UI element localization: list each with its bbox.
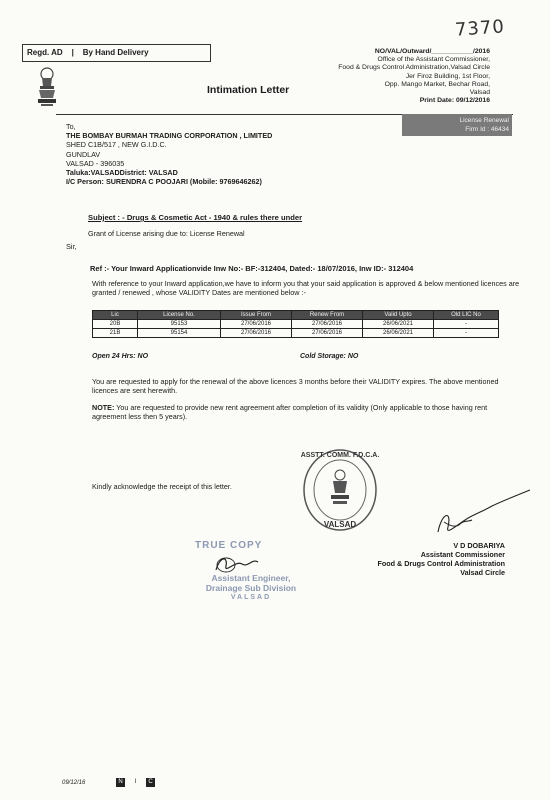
office-line: Valsad: [469, 89, 490, 97]
subject-line: Subject : - Drugs & Cosmetic Act - 1940 & rules there under: [88, 213, 303, 222]
table-cell: 27/06/2016: [221, 329, 292, 338]
table-header-row: [93, 311, 499, 320]
office-seal-icon: [300, 445, 380, 535]
regd-ad-label: Regd. AD: [27, 48, 63, 57]
approval-paragraph: With reference to your Inward application,we have to inform you that your said application is approved & below mentioned licences are granted / renewed , whose VALIDITY Dates are mentioned below :-: [92, 279, 520, 298]
delivery-mode-box: [22, 44, 211, 62]
office-line: Jer Firoz Building, 1st Floor,: [405, 72, 490, 80]
signatory-circle: Valsad Circle: [460, 568, 505, 577]
footer-box: I: [134, 779, 137, 785]
signatory-name: V D DOBARIYA: [453, 541, 505, 550]
table-cell: 27/06/2016: [292, 320, 363, 329]
address-line: VALSAD - 396035: [66, 158, 125, 168]
renewal-paragraph: You are requested to apply for the renewal of the above licences 3 months before their VALIDITY expires. The above mentioned licences are sent herewith.: [92, 377, 499, 396]
table-cell: -: [434, 320, 499, 329]
table-cell: 95154: [138, 329, 221, 338]
table-cell: 27/06/2016: [221, 320, 292, 329]
table-cell: 26/06/2021: [363, 329, 434, 338]
office-line: Food & Drugs Control Administration,Valsad Circle: [338, 64, 490, 72]
stamp-line: Drainage Sub Division: [205, 583, 297, 593]
hand-delivery-label: By Hand Delivery: [82, 48, 149, 57]
table-row: [93, 320, 499, 329]
letter-title: Intimation Letter: [207, 84, 290, 96]
column-header: Lic: [93, 311, 138, 320]
column-header: License No.: [138, 311, 221, 320]
signatory-designation: Assistant Commissioner: [420, 550, 505, 559]
engineer-stamp: [176, 573, 326, 603]
column-header: Issue From: [221, 311, 292, 320]
table-cell: 20B: [93, 320, 138, 329]
salutation: Sir,: [66, 242, 77, 251]
firm-id: Firm Id : 46434: [465, 126, 509, 133]
table-cell: 26/06/2021: [363, 320, 434, 329]
office-line: Office of the Assistant Commissioner,: [377, 56, 490, 64]
taluka-district: Taluka:VALSADDistrict: VALSAD: [66, 168, 178, 178]
address-line: GUNDLAV: [66, 149, 101, 159]
true-copy-stamp: TRUE COPY: [195, 540, 263, 551]
reference-line: Ref :- Your Inward Applicationvide Inw No:- BF:-312404, Dated:- 18/07/2016, Inw ID:- 312404: [90, 264, 414, 273]
table-cell: -: [434, 329, 499, 338]
handwritten-number: 7370: [454, 16, 506, 41]
grant-line: Grant of License arising due to: License Renewal: [88, 229, 245, 238]
print-date: Print Date: 09/12/2016: [419, 97, 490, 105]
note-text: You are requested to provide new rent agreement after completion of its validity (Only applicable to those having rent agreement less then 5 years).: [92, 403, 488, 422]
contact-person: I/C Person: SURENDRA C POOJARI (Mobile: 9769646262): [66, 177, 262, 187]
separator: |: [71, 48, 74, 57]
column-header: Valid Upto: [363, 311, 434, 320]
cold-storage: Cold Storage: NO: [300, 353, 359, 360]
to-label: To,: [66, 122, 76, 131]
license-type: License Renewal: [459, 117, 509, 124]
table-cell: 95153: [138, 320, 221, 329]
signature-icon: [430, 482, 540, 542]
svg-text:VALSAD: VALSAD: [323, 520, 357, 529]
acknowledge-line: Kindly acknowledge the receipt of this letter.: [92, 482, 232, 491]
svg-text:ASSTT. COMM. F.D.C.A.: ASSTT. COMM. F.D.C.A.: [300, 452, 380, 459]
signatory-department: Food & Drugs Control Administration: [377, 559, 505, 568]
state-emblem-icon: [34, 66, 60, 108]
footer-box: C: [146, 778, 155, 787]
company-name: THE BOMBAY BURMAH TRADING CORPORATION , LIMITED: [66, 131, 273, 141]
outward-number: NO/VAL/Outward/___________/2016: [374, 48, 490, 55]
stamp-line: Assistant Engineer,: [211, 573, 291, 583]
office-line: Opp. Mango Market, Bechar Road,: [384, 80, 490, 88]
note-paragraph: [92, 403, 520, 421]
license-table: [92, 310, 499, 338]
signatory-block: [377, 541, 505, 577]
column-header: Old LIC No: [434, 311, 499, 320]
column-header: Renew From: [292, 311, 363, 320]
table-cell: 21B: [93, 329, 138, 338]
table-cell: 27/06/2016: [292, 329, 363, 338]
note-label: NOTE:: [92, 403, 115, 412]
address-line: SHED C1B/517 , NEW G.I.D.C.: [66, 140, 167, 150]
stamp-line: VALSAD: [230, 594, 272, 601]
footer-box: N: [116, 778, 125, 787]
table-row: [93, 329, 499, 338]
footer-date: 09/12/16: [62, 780, 86, 786]
license-type-box: [402, 114, 512, 136]
office-address: [338, 48, 490, 105]
recipient-address: [66, 122, 272, 186]
open-24-hrs: Open 24 Hrs: NO: [92, 353, 149, 360]
